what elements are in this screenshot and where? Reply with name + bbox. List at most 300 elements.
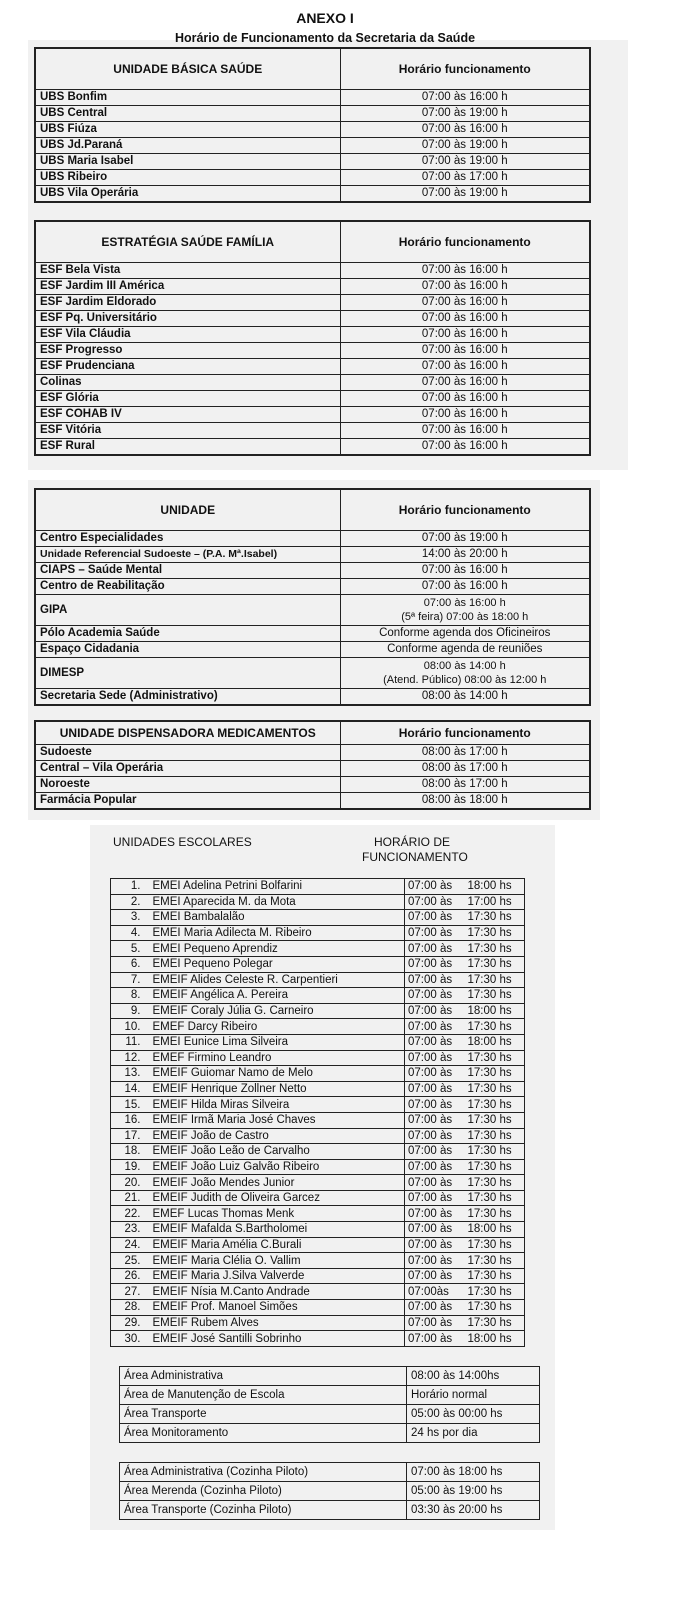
table-row <box>35 626 590 642</box>
column-header-hours: Horário funcionamento <box>340 489 590 531</box>
school-closing-time: 17:30 hs <box>460 1112 525 1128</box>
opening-hours: 07:00 às 16:00 h <box>340 359 590 375</box>
opening-hours-extra: (Atend. Público) 08:00 às 12:00 h <box>383 674 547 686</box>
table-row <box>35 327 590 343</box>
school-opening-time: 07:00 às <box>405 1159 460 1175</box>
school-opening-time: 07:00 às <box>405 910 460 926</box>
ubs-rows <box>35 90 590 203</box>
table-row <box>120 1405 540 1424</box>
school-opening-time: 07:00 às <box>405 1097 460 1113</box>
school-opening-time: 07:00 às <box>405 956 460 972</box>
opening-hours: 07:00 às 19:00 h <box>340 138 590 154</box>
school-name: EMEIF João Luiz Galvão Ribeiro <box>149 1159 405 1175</box>
school-closing-time: 17:30 hs <box>460 1268 525 1284</box>
areas-table <box>119 1366 540 1443</box>
school-name: EMEI Maria Adilecta M. Ribeiro <box>149 925 405 941</box>
unit-name: UBS Maria Isabel <box>35 154 340 170</box>
school-closing-time: 17:30 hs <box>460 941 525 957</box>
esf-table <box>34 220 591 456</box>
table-row <box>111 1144 525 1160</box>
unit-name: ESF Vitória <box>35 423 340 439</box>
school-name: EMEIF Rubem Alves <box>149 1315 405 1331</box>
opening-hours: 07:00 às 19:00 h <box>340 154 590 170</box>
area-hours: Horário normal <box>407 1386 540 1405</box>
table-row <box>35 579 590 595</box>
school-opening-time: 07:00às <box>405 1284 460 1300</box>
schools-table <box>110 878 525 1347</box>
school-closing-time: 18:00 hs <box>460 1331 525 1347</box>
opening-hours: 07:00 às 16:00 h <box>340 343 590 359</box>
school-number: 5. <box>111 941 149 957</box>
school-name: EMEI Adelina Petrini Bolfarini <box>149 879 405 895</box>
school-opening-time: 07:00 às <box>405 941 460 957</box>
table-row <box>111 1268 525 1284</box>
school-name: EMEF Firmino Leandro <box>149 1050 405 1066</box>
school-number: 18. <box>111 1144 149 1160</box>
esf-rows <box>35 263 590 456</box>
area-name: Área Monitoramento <box>120 1424 407 1443</box>
school-number: 24. <box>111 1237 149 1253</box>
opening-hours: 07:00 às 16:00 h <box>340 439 590 456</box>
school-number: 30. <box>111 1331 149 1347</box>
opening-hours: 07:00 às 19:00 h <box>340 106 590 122</box>
dispensadora-rows <box>35 745 590 810</box>
opening-hours: 07:00 às 16:00 h <box>340 391 590 407</box>
table-row <box>35 777 590 793</box>
school-number: 11. <box>111 1034 149 1050</box>
opening-hours: Conforme agenda de reuniões <box>340 642 590 658</box>
opening-hours: Conforme agenda dos Oficineiros <box>340 626 590 642</box>
school-name: EMEI Pequeno Aprendiz <box>149 941 405 957</box>
opening-hours: 08:00 às 18:00 h <box>340 793 590 810</box>
unit-name: Secretaria Sede (Administrativo) <box>35 689 340 706</box>
school-closing-time: 18:00 hs <box>460 1222 525 1238</box>
unit-name: UBS Central <box>35 106 340 122</box>
school-name: EMEIF Alides Celeste R. Carpentieri <box>149 972 405 988</box>
unit-name: DIMESP <box>35 658 340 689</box>
school-number: 20. <box>111 1175 149 1191</box>
opening-hours-extra: (5ª feira) 07:00 às 18:00 h <box>401 611 529 623</box>
table-row <box>35 170 590 186</box>
school-opening-time: 07:00 às <box>405 1144 460 1160</box>
school-opening-time: 07:00 às <box>405 1019 460 1035</box>
area-hours: 07:00 às 18:00 hs <box>407 1463 540 1482</box>
table-row <box>111 1237 525 1253</box>
opening-hours: 08:00 às 17:00 h <box>340 777 590 793</box>
school-closing-time: 17:30 hs <box>460 1081 525 1097</box>
opening-hours: 07:00 às 16:00 h <box>340 279 590 295</box>
area-name: Área Transporte (Cozinha Piloto) <box>120 1501 407 1520</box>
school-opening-time: 07:00 às <box>405 925 460 941</box>
school-name: EMEIF Hilda Miras Silveira <box>149 1097 405 1113</box>
table-row <box>35 761 590 777</box>
school-opening-time: 07:00 às <box>405 1003 460 1019</box>
table-row <box>111 894 525 910</box>
school-closing-time: 17:30 hs <box>460 1066 525 1082</box>
table-header-row <box>35 721 590 745</box>
table-row <box>111 1300 525 1316</box>
school-name: EMEIF Nísia M.Canto Andrade <box>149 1284 405 1300</box>
school-number: 12. <box>111 1050 149 1066</box>
school-number: 8. <box>111 988 149 1004</box>
school-opening-time: 07:00 às <box>405 1066 460 1082</box>
opening-hours: 07:00 às 16:00 h <box>340 579 590 595</box>
column-header-unit: UNIDADE <box>35 489 340 531</box>
school-number: 23. <box>111 1222 149 1238</box>
school-closing-time: 17:30 hs <box>460 1175 525 1191</box>
opening-hours <box>340 595 590 626</box>
school-opening-time: 07:00 às <box>405 1190 460 1206</box>
table-row <box>111 910 525 926</box>
school-name: EMEIF Judith de Oliveira Garcez <box>149 1190 405 1206</box>
table-row <box>111 1190 525 1206</box>
school-opening-time: 07:00 às <box>405 1300 460 1316</box>
table-row <box>35 407 590 423</box>
table-row <box>111 1066 525 1082</box>
school-closing-time: 17:30 hs <box>460 1019 525 1035</box>
table-row <box>111 1222 525 1238</box>
school-closing-time: 17:30 hs <box>460 972 525 988</box>
table-row <box>111 1284 525 1300</box>
table-row <box>35 547 590 563</box>
table-row <box>111 1097 525 1113</box>
school-number: 28. <box>111 1300 149 1316</box>
school-number: 4. <box>111 925 149 941</box>
unit-name: UBS Bonfim <box>35 90 340 106</box>
school-opening-time: 07:00 às <box>405 1081 460 1097</box>
table-row <box>35 154 590 170</box>
unit-name: Colinas <box>35 375 340 391</box>
unit-name: Centro de Reabilitação <box>35 579 340 595</box>
unit-name: Unidade Referencial Sudoeste – (P.A. Mª.Isabel) <box>35 547 340 563</box>
opening-hours: 07:00 às 19:00 h <box>340 531 590 547</box>
table-row <box>111 1253 525 1269</box>
school-opening-time: 07:00 às <box>405 1222 460 1238</box>
school-name: EMEIF João Leão de Carvalho <box>149 1144 405 1160</box>
school-number: 2. <box>111 894 149 910</box>
school-number: 7. <box>111 972 149 988</box>
annex-title: ANEXO I <box>296 10 354 26</box>
school-opening-time: 07:00 às <box>405 1206 460 1222</box>
table-row <box>111 1159 525 1175</box>
school-name: EMEF Darcy Ribeiro <box>149 1019 405 1035</box>
school-closing-time: 17:30 hs <box>460 1253 525 1269</box>
school-closing-time: 17:00 hs <box>460 894 525 910</box>
school-closing-time: 18:00 hs <box>460 1034 525 1050</box>
table-row <box>35 793 590 810</box>
school-name: EMEIF Guiomar Namo de Melo <box>149 1066 405 1082</box>
unit-name: ESF Prudenciana <box>35 359 340 375</box>
school-closing-time: 17:30 hs <box>460 1159 525 1175</box>
table-row <box>35 106 590 122</box>
table-row <box>35 563 590 579</box>
opening-hours: 07:00 às 19:00 h <box>340 186 590 203</box>
unit-name: Central – Vila Operária <box>35 761 340 777</box>
table-row <box>120 1482 540 1501</box>
area-hours: 24 hs por dia <box>407 1424 540 1443</box>
column-header-unit: UNIDADE BÁSICA SAÚDE <box>35 48 340 90</box>
school-closing-time: 17:30 hs <box>460 1315 525 1331</box>
school-opening-time: 07:00 às <box>405 1112 460 1128</box>
school-closing-time: 17:30 hs <box>460 1284 525 1300</box>
unit-name: Centro Especialidades <box>35 531 340 547</box>
unit-name: UBS Fiúza <box>35 122 340 138</box>
unit-name: UBS Jd.Paraná <box>35 138 340 154</box>
school-name: EMEIF João de Castro <box>149 1128 405 1144</box>
school-number: 21. <box>111 1190 149 1206</box>
document-subtitle: Horário de Funcionamento da Secretaria da Saúde <box>174 31 476 45</box>
school-number: 22. <box>111 1206 149 1222</box>
school-number: 27. <box>111 1284 149 1300</box>
unit-name: ESF Vila Cláudia <box>35 327 340 343</box>
school-number: 25. <box>111 1253 149 1269</box>
area-hours: 05:00 às 19:00 hs <box>407 1482 540 1501</box>
opening-hours: 07:00 às 16:00 h <box>340 90 590 106</box>
table-row <box>35 343 590 359</box>
school-name: EMEI Bambalalão <box>149 910 405 926</box>
opening-hours-main: 07:00 às 16:00 h <box>423 597 506 609</box>
unit-name: ESF Jardim III América <box>35 279 340 295</box>
unit-name: CIAPS – Saúde Mental <box>35 563 340 579</box>
school-number: 29. <box>111 1315 149 1331</box>
school-opening-time: 07:00 às <box>405 1175 460 1191</box>
school-number: 1. <box>111 879 149 895</box>
table-row <box>35 263 590 279</box>
table-row <box>35 423 590 439</box>
table-row <box>35 122 590 138</box>
school-closing-time: 18:00 hs <box>460 879 525 895</box>
column-header-unit: ESTRATÉGIA SAÚDE FAMÍLIA <box>35 221 340 263</box>
unit-name: ESF COHAB IV <box>35 407 340 423</box>
unidade-rows <box>35 531 590 706</box>
unit-name: GIPA <box>35 595 340 626</box>
unit-name: ESF Glória <box>35 391 340 407</box>
table-row <box>120 1424 540 1443</box>
table-row <box>111 1003 525 1019</box>
table-row <box>35 658 590 689</box>
table-row <box>35 689 590 706</box>
unit-name: Farmácia Popular <box>35 793 340 810</box>
areas-rows <box>120 1367 540 1443</box>
school-number: 3. <box>111 910 149 926</box>
school-name: EMEIF Angélica A. Pereira <box>149 988 405 1004</box>
opening-hours <box>340 658 590 689</box>
opening-hours: 07:00 às 16:00 h <box>340 311 590 327</box>
unit-name: Sudoeste <box>35 745 340 761</box>
school-name: EMEIF Coraly Júlia G. Carneiro <box>149 1003 405 1019</box>
school-closing-time: 17:30 hs <box>460 1050 525 1066</box>
school-closing-time: 17:30 hs <box>460 1206 525 1222</box>
school-name: EMEIF João Mendes Junior <box>149 1175 405 1191</box>
table-row <box>35 595 590 626</box>
cozinha-table <box>119 1462 540 1520</box>
opening-hours: 08:00 às 17:00 h <box>340 745 590 761</box>
school-closing-time: 17:30 hs <box>460 1300 525 1316</box>
school-closing-time: 17:30 hs <box>460 1190 525 1206</box>
opening-hours: 07:00 às 16:00 h <box>340 295 590 311</box>
school-opening-time: 07:00 às <box>405 1050 460 1066</box>
column-header-hours: Horário funcionamento <box>340 221 590 263</box>
school-name: EMEI Pequeno Polegar <box>149 956 405 972</box>
table-row <box>111 941 525 957</box>
school-closing-time: 17:30 hs <box>460 1097 525 1113</box>
table-row <box>35 642 590 658</box>
school-name: EMEIF Maria Amélia C.Burali <box>149 1237 405 1253</box>
school-closing-time: 17:30 hs <box>460 1128 525 1144</box>
table-row <box>35 359 590 375</box>
cozinha-rows <box>120 1463 540 1520</box>
opening-hours: 08:00 às 14:00 h <box>340 689 590 706</box>
table-row <box>111 925 525 941</box>
table-row <box>111 1175 525 1191</box>
table-row <box>111 1050 525 1066</box>
opening-hours: 07:00 às 17:00 h <box>340 170 590 186</box>
table-row <box>111 988 525 1004</box>
table-row <box>120 1386 540 1405</box>
school-name: EMEIF Irmã Maria José Chaves <box>149 1112 405 1128</box>
column-header-unit: UNIDADE DISPENSADORA MEDICAMENTOS <box>35 721 340 745</box>
school-name: EMEIF José Santilli Sobrinho <box>149 1331 405 1347</box>
table-header-row <box>35 48 590 90</box>
table-header-row <box>35 489 590 531</box>
unit-name: Espaço Cidadania <box>35 642 340 658</box>
area-name: Área Administrativa (Cozinha Piloto) <box>120 1463 407 1482</box>
school-name: EMEIF Maria J.Silva Valverde <box>149 1268 405 1284</box>
table-row <box>35 391 590 407</box>
school-number: 16. <box>111 1112 149 1128</box>
table-row <box>35 745 590 761</box>
school-name: EMEIF Maria Clélia O. Vallim <box>149 1253 405 1269</box>
table-row <box>35 311 590 327</box>
school-closing-time: 17:30 hs <box>460 988 525 1004</box>
table-row <box>111 1315 525 1331</box>
table-row <box>111 1206 525 1222</box>
school-name: EMEI Aparecida M. da Mota <box>149 894 405 910</box>
table-row <box>111 956 525 972</box>
schools-column-header: UNIDADES ESCOLARES <box>113 835 252 849</box>
unit-name: UBS Ribeiro <box>35 170 340 186</box>
table-row <box>111 1081 525 1097</box>
school-opening-time: 07:00 às <box>405 1268 460 1284</box>
school-name: EMEI Eunice Lima Silveira <box>149 1034 405 1050</box>
unit-name: ESF Progresso <box>35 343 340 359</box>
school-name: EMEF Lucas Thomas Menk <box>149 1206 405 1222</box>
opening-hours: 07:00 às 16:00 h <box>340 263 590 279</box>
unidade-table <box>34 488 591 706</box>
school-opening-time: 07:00 às <box>405 988 460 1004</box>
school-number: 10. <box>111 1019 149 1035</box>
school-number: 6. <box>111 956 149 972</box>
school-closing-time: 17:30 hs <box>460 1237 525 1253</box>
table-row <box>35 531 590 547</box>
school-opening-time: 07:00 às <box>405 1237 460 1253</box>
school-opening-time: 07:00 às <box>405 879 460 895</box>
unit-name: ESF Pq. Universitário <box>35 311 340 327</box>
school-opening-time: 07:00 às <box>405 1315 460 1331</box>
opening-hours: 07:00 às 16:00 h <box>340 423 590 439</box>
unit-name: ESF Bela Vista <box>35 263 340 279</box>
schools-rows <box>111 879 525 1347</box>
column-header-hours: Horário funcionamento <box>340 48 590 90</box>
table-row <box>120 1501 540 1520</box>
unit-name: Pólo Academia Saúde <box>35 626 340 642</box>
table-row <box>35 295 590 311</box>
table-row <box>35 138 590 154</box>
school-closing-time: 18:00 hs <box>460 1003 525 1019</box>
school-number: 15. <box>111 1097 149 1113</box>
area-name: Área Administrativa <box>120 1367 407 1386</box>
table-row <box>111 1112 525 1128</box>
area-hours: 08:00 às 14:00hs <box>407 1367 540 1386</box>
school-opening-time: 07:00 às <box>405 894 460 910</box>
table-row <box>35 375 590 391</box>
school-closing-time: 17:30 hs <box>460 925 525 941</box>
table-row <box>111 1331 525 1347</box>
area-hours: 03:30 às 20:00 hs <box>407 1501 540 1520</box>
school-opening-time: 07:00 às <box>405 1253 460 1269</box>
opening-hours: 07:00 às 16:00 h <box>340 375 590 391</box>
unit-name: UBS Vila Operária <box>35 186 340 203</box>
school-number: 13. <box>111 1066 149 1082</box>
table-row <box>111 1128 525 1144</box>
opening-hours: 08:00 às 17:00 h <box>340 761 590 777</box>
table-row <box>111 879 525 895</box>
table-row <box>120 1367 540 1386</box>
table-row <box>120 1463 540 1482</box>
unit-name: ESF Jardim Eldorado <box>35 295 340 311</box>
area-name: Área Transporte <box>120 1405 407 1424</box>
area-name: Área Merenda (Cozinha Piloto) <box>120 1482 407 1501</box>
table-row <box>35 439 590 456</box>
column-header-hours: Horário funcionamento <box>340 721 590 745</box>
area-name: Área de Manutenção de Escola <box>120 1386 407 1405</box>
table-row <box>35 90 590 106</box>
area-hours: 05:00 às 00:00 hs <box>407 1405 540 1424</box>
school-opening-time: 07:00 às <box>405 1034 460 1050</box>
school-number: 26. <box>111 1268 149 1284</box>
school-closing-time: 17:30 hs <box>460 956 525 972</box>
school-number: 9. <box>111 1003 149 1019</box>
table-row <box>111 972 525 988</box>
table-row <box>35 279 590 295</box>
table-header-row <box>35 221 590 263</box>
opening-hours: 07:00 às 16:00 h <box>340 407 590 423</box>
table-row <box>35 186 590 203</box>
school-name: EMEIF Prof. Manoel Simões <box>149 1300 405 1316</box>
opening-hours: 07:00 às 16:00 h <box>340 327 590 343</box>
table-row <box>111 1019 525 1035</box>
school-opening-time: 07:00 às <box>405 972 460 988</box>
school-opening-time: 07:00 às <box>405 1331 460 1347</box>
school-number: 17. <box>111 1128 149 1144</box>
school-opening-time: 07:00 às <box>405 1128 460 1144</box>
school-closing-time: 17:30 hs <box>460 910 525 926</box>
schools-hours-header-line1: HORÁRIO DE <box>374 835 451 849</box>
unit-name: ESF Rural <box>35 439 340 456</box>
opening-hours: 07:00 às 16:00 h <box>340 563 590 579</box>
schools-hours-header-line2: FUNCIONAMENTO <box>362 850 468 864</box>
school-number: 19. <box>111 1159 149 1175</box>
school-name: EMEIF Henrique Zollner Netto <box>149 1081 405 1097</box>
ubs-table <box>34 47 591 203</box>
opening-hours-main: 08:00 às 14:00 h <box>423 660 506 672</box>
table-row <box>111 1034 525 1050</box>
opening-hours: 07:00 às 16:00 h <box>340 122 590 138</box>
dispensadora-table <box>34 720 591 810</box>
school-closing-time: 17:30 hs <box>460 1144 525 1160</box>
school-name: EMEIF Mafalda S.Bartholomei <box>149 1222 405 1238</box>
unit-name: Noroeste <box>35 777 340 793</box>
